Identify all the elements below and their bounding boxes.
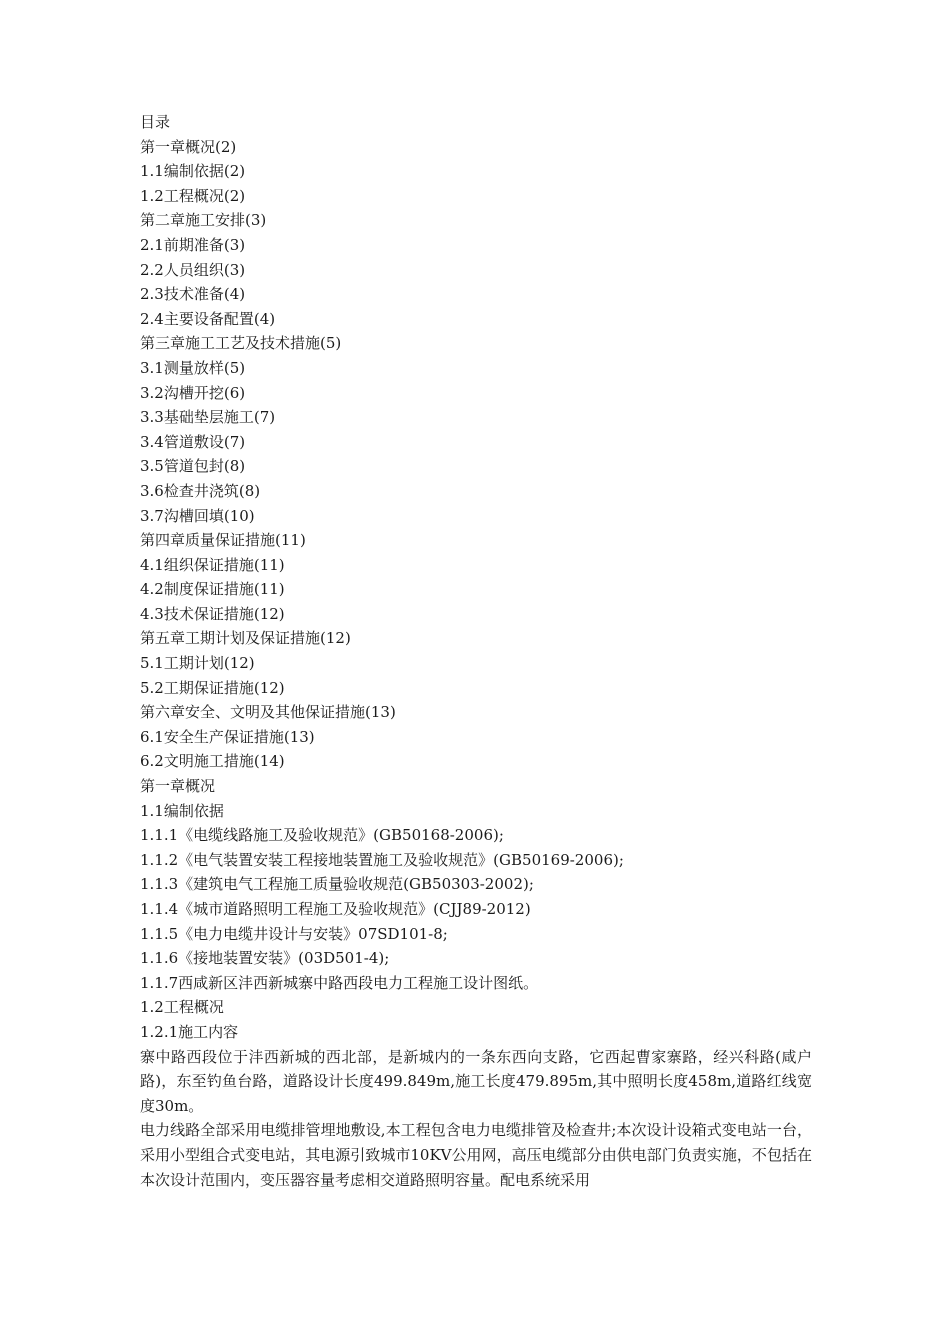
- body-paragraph: 寨中路西段位于沣西新城的西北部，是新城内的一条东西向支路，它西起曹家寨路，经兴科路(咸户路)，东至钓鱼台路，道路设计长度499.849m,施工长度479.895m,其中照明长度458m,道路红线宽度30m。: [140, 1047, 812, 1115]
- toc-item: 2.1前期准备(3): [140, 235, 246, 254]
- toc-title: 目录: [140, 113, 171, 131]
- toc-item: 3.5管道包封(8): [140, 457, 246, 476]
- chapter-heading: 第一章概况: [140, 777, 216, 796]
- toc-item: 3.6检查井浇筑(8): [140, 481, 261, 500]
- toc-item: 4.1组织保证措施(11): [140, 555, 285, 574]
- toc-item: 6.1安全生产保证措施(13): [140, 727, 315, 746]
- toc-item: 5.2工期保证措施(12): [140, 678, 285, 697]
- body-paragraph: 电力线路全部采用电缆排管埋地敷设,本工程包含电力电缆排管及检查井;本次设计设箱式变电站一台，采用小型组合式变电站，其电源引致城市10KV公用网，高压电缆部分由供电部门负责实施，不包括在本次设计范围内，变压器容量考虑相交道路照明容量。配电系统采用: [140, 1121, 812, 1189]
- document-page: [140, 110, 820, 1192]
- toc-item: 3.7沟槽回填(10): [140, 506, 255, 525]
- toc-item: 3.3基础垫层施工(7): [140, 408, 276, 427]
- basis-item: 1.1.5《电力电缆井设计与安装》07SD101-8;: [140, 924, 448, 943]
- toc-item: 3.2沟槽开挖(6): [140, 383, 246, 402]
- toc-item: 第二章施工安排(3): [140, 211, 267, 230]
- toc-item: 第一章概况(2): [140, 137, 237, 156]
- toc-item: 6.2文明施工措施(14): [140, 752, 285, 771]
- toc-item: 1.1编制依据(2): [140, 162, 246, 181]
- toc-item: 第三章施工工艺及技术措施(5): [140, 334, 342, 353]
- toc-item: 2.2人员组织(3): [140, 260, 246, 279]
- toc-item: 4.3技术保证措施(12): [140, 604, 285, 623]
- basis-item: 1.1.1《电缆线路施工及验收规范》(GB50168-2006);: [140, 826, 504, 845]
- section-heading: 1.2工程概况: [140, 998, 224, 1017]
- subsection-heading: 1.2.1施工内容: [140, 1022, 239, 1041]
- basis-item: 1.1.7西咸新区沣西新城寨中路西段电力工程施工设计图纸。: [140, 973, 539, 992]
- toc-item: 第六章安全、文明及其他保证措施(13): [140, 703, 396, 722]
- toc-item: 1.2工程概况(2): [140, 186, 246, 205]
- basis-item: 1.1.2《电气装置安装工程接地装置施工及验收规范》(GB50169-2006);: [140, 850, 624, 869]
- basis-item: 1.1.6《接地装置安装》(03D501-4);: [140, 949, 390, 968]
- toc-item: 第四章质量保证措施(11): [140, 531, 306, 550]
- basis-item: 1.1.4《城市道路照明工程施工及验收规范》(CJJ89-2012): [140, 900, 531, 918]
- toc-item: 5.1工期计划(12): [140, 654, 255, 673]
- toc-item: 3.1测量放样(5): [140, 358, 246, 377]
- toc-item: 3.4管道敷设(7): [140, 432, 246, 451]
- toc-item: 第五章工期计划及保证措施(12): [140, 629, 351, 648]
- section-heading: 1.1编制依据: [140, 801, 224, 820]
- basis-list: [140, 823, 820, 995]
- table-of-contents: [140, 135, 820, 774]
- basis-item: 1.1.3《建筑电气工程施工质量验收规范(GB50303-2002);: [140, 875, 534, 894]
- toc-item: 2.4主要设备配置(4): [140, 309, 276, 328]
- toc-item: 4.2制度保证措施(11): [140, 580, 285, 599]
- toc-item: 2.3技术准备(4): [140, 285, 246, 304]
